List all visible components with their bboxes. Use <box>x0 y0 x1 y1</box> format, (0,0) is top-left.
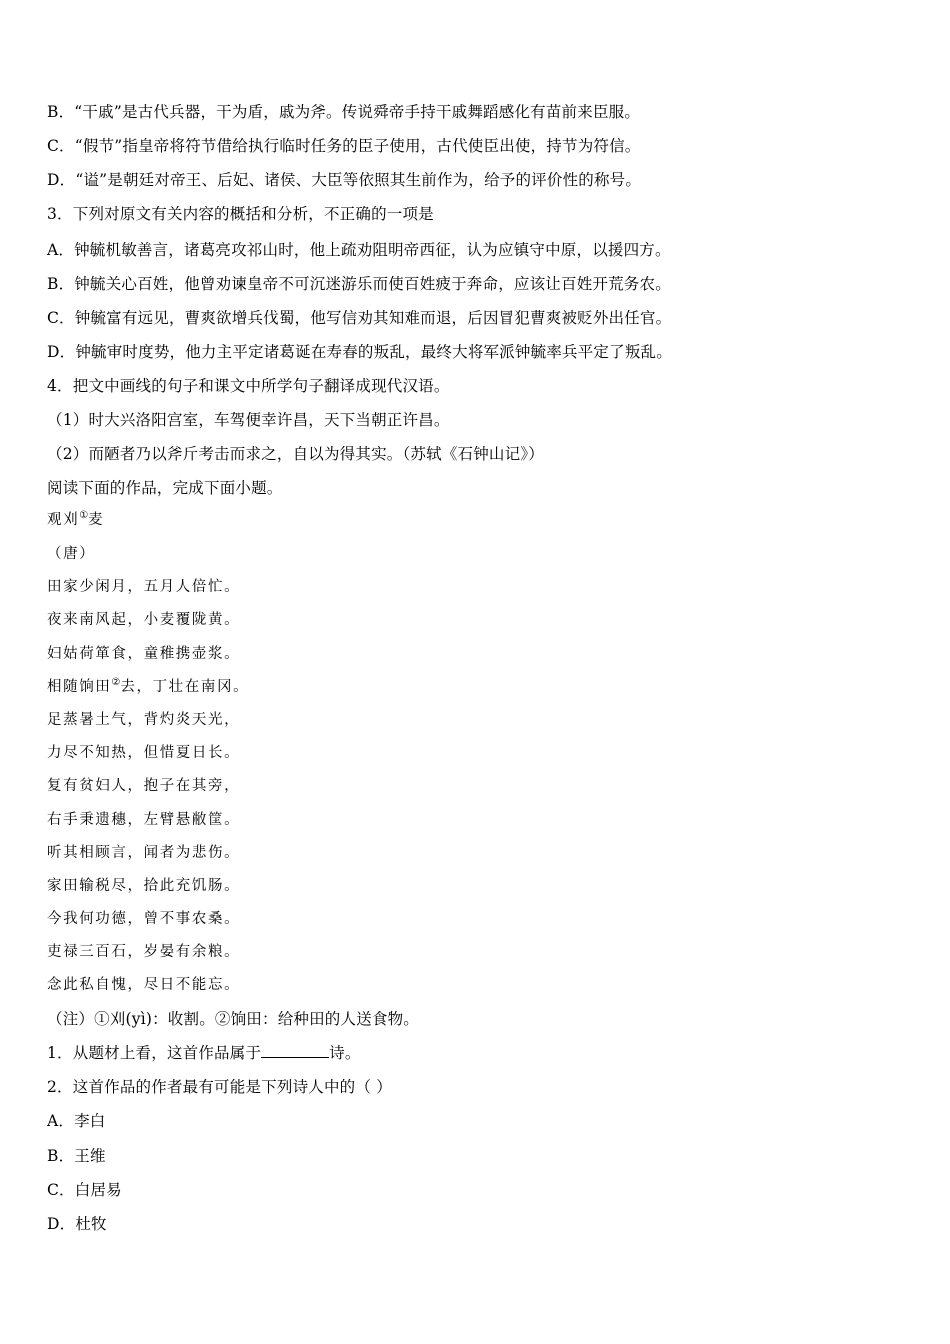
footnote-mark-2: ② <box>111 677 121 689</box>
poem-title-post: 麦 <box>88 512 105 528</box>
poem-line-4 <box>47 677 249 697</box>
poem-line-1: 田家少闲月，五月人倍忙。 <box>47 579 241 595</box>
poem-line-2: 夜来南风起，小麦覆陇黄。 <box>47 612 241 628</box>
poem-title-pre: 观刈 <box>47 512 80 528</box>
poem-line-4-pre: 相随饷田 <box>47 679 112 695</box>
poem-question-1-pre: 1．从题材上看，这首作品属于 <box>47 1044 262 1062</box>
q2-option-d: D．“谥”是朝廷对帝王、后妃、诸侯、大臣等依照其生前作为，给予的评价性的称号。 <box>47 171 642 189</box>
poem-question-1-post: 诗。 <box>329 1044 361 1062</box>
poem-line-5: 足蒸暑土气，背灼炎天光， <box>47 712 241 728</box>
q4-stem: 4．把文中画线的句子和课文中所学句子翻译成现代汉语。 <box>47 377 450 395</box>
poem-note: （注）①刈(yì)：收割。②饷田：给种田的人送食物。 <box>47 1010 420 1028</box>
q4-sentence-1: （1）时大兴洛阳宫室，车驾便幸许昌，天下当朝正许昌。 <box>47 411 450 429</box>
answer-blank[interactable] <box>261 1043 329 1058</box>
poem-line-8: 右手秉遗穗，左臂悬敝筐。 <box>47 812 241 828</box>
poem-line-7: 复有贫妇人，抱子在其旁， <box>47 778 241 794</box>
poem-question-2: 2．这首作品的作者最有可能是下列诗人中的（ ） <box>47 1078 392 1096</box>
q3-option-a: A．钟毓机敏善言，诸葛亮攻祁山时，他上疏劝阻明帝西征，认为应镇守中原，以援四方。 <box>47 241 671 259</box>
poem-question-1 <box>47 1043 361 1063</box>
poem-line-4-post: 去，丁壮在南冈。 <box>120 679 250 695</box>
poem-q2-option-c: C．白居易 <box>47 1181 122 1199</box>
poem-q2-option-b: B．王维 <box>47 1147 106 1165</box>
poem-title <box>47 510 104 530</box>
poem-line-3: 妇姑荷箪食，童稚携壶浆。 <box>47 646 241 662</box>
q4-sentence-2: （2）而陋者乃以斧斤考击而求之，自以为得其实。（苏轼《石钟山记》） <box>47 445 544 463</box>
poem-line-13: 念此私自愧，尽日不能忘。 <box>47 977 241 993</box>
reading-intro: 阅读下面的作品，完成下面小题。 <box>47 479 283 497</box>
poem-line-6: 力尽不知热，但惜夏日长。 <box>47 745 241 761</box>
q3-option-d: D．钟毓审时度势，他力主平定诸葛诞在寿春的叛乱，最终大将军派钟毓率兵平定了叛乱。 <box>47 343 672 361</box>
footnote-mark-1: ① <box>79 510 89 522</box>
poem-dynasty: （唐） <box>47 546 96 562</box>
poem-line-10: 家田输税尽，拾此充饥肠。 <box>47 878 241 894</box>
q3-option-c: C．钟毓富有远见，曹爽欲增兵伐蜀，他写信劝其知难而退，后因冒犯曹爽被贬外出任官。 <box>47 309 672 327</box>
q3-option-b: B．钟毓关心百姓，他曾劝谏皇帝不可沉迷游乐而使百姓疲于奔命，应该让百姓开荒务农。 <box>47 275 671 293</box>
poem-q2-option-a: A．李白 <box>47 1112 106 1130</box>
q3-stem: 3．下列对原文有关内容的概括和分析，不正确的一项是 <box>47 205 434 223</box>
q2-option-b: B．“干戚”是古代兵器，干为盾，戚为斧。传说舜帝手持干戚舞蹈感化有苗前来臣服。 <box>47 103 641 121</box>
poem-line-11: 今我何功德，曾不事农桑。 <box>47 911 241 927</box>
poem-line-9: 听其相顾言，闻者为悲伤。 <box>47 845 241 861</box>
poem-q2-option-d: D．杜牧 <box>47 1215 107 1233</box>
q2-option-c: C．“假节”指皇帝将符节借给执行临时任务的臣子使用，古代使臣出使，持节为符信。 <box>47 137 641 155</box>
poem-line-12: 吏禄三百石，岁晏有余粮。 <box>47 944 241 960</box>
